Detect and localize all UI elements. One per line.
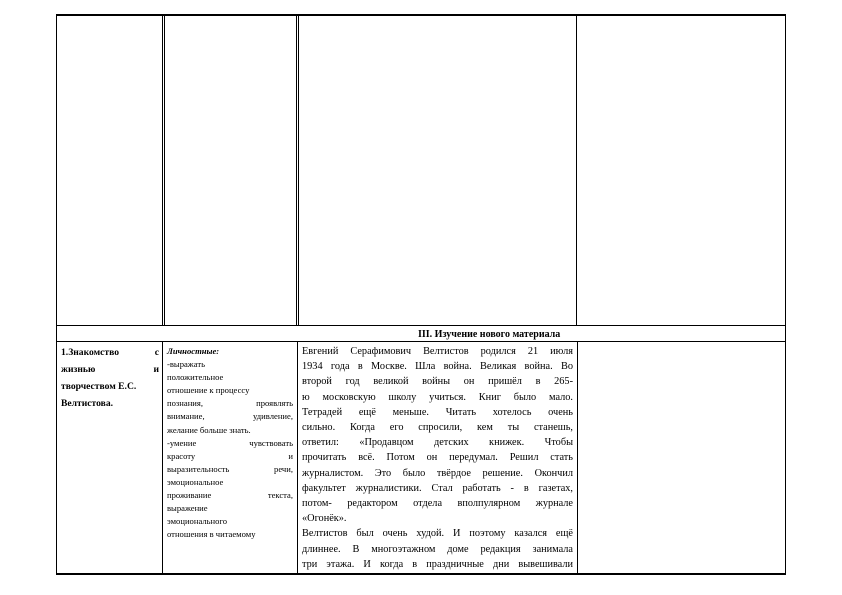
col-divider-1-upper: [162, 14, 163, 326]
outcome-line: желание больше знать.: [167, 424, 251, 435]
col-divider-1-lower: [162, 341, 163, 574]
stage-line: Велтистова.: [61, 398, 114, 409]
outcome-line: проживание текста,: [167, 490, 293, 501]
text-line: факультет журналистики. Стал работать - в газетах,: [302, 482, 573, 494]
outcome-line: -умение чувствовать: [167, 437, 293, 448]
outcome-line: отношение к процессу: [167, 385, 250, 396]
text-line: прочитать всё. Потом он передумал. Решил стать: [302, 452, 573, 464]
table-right-border: [785, 14, 786, 575]
text-line: второй год великой войны он пришёл в 265-: [302, 376, 573, 388]
outcome-line: красоту и: [167, 450, 293, 461]
outcome-line: внимание, удивление,: [167, 411, 293, 422]
col-divider-2-upper: [296, 14, 297, 326]
text-line: ю московскую школу учиться. Книг было мало.: [302, 391, 573, 403]
outcome-line: -выражать: [167, 359, 206, 370]
outcomes-heading: Личностные:: [167, 346, 220, 356]
outcome-line: выразительность речи,: [167, 463, 293, 474]
table-left-border: [56, 14, 57, 575]
text-line: потом- редактором отдела вполпулярном журнале: [302, 498, 573, 510]
stage-line: 1.Знакомство с: [61, 347, 159, 358]
text-line: три этажа. И когда в праздничные дни вывешивали: [302, 558, 573, 570]
row-divider-upper: [56, 325, 786, 326]
outcome-line: положительное: [167, 372, 224, 383]
stage-line: творчеством Е.С.: [61, 381, 137, 392]
stage-line: жизнью и: [61, 364, 159, 375]
text-line: Тетрадей ещё меньше. Читать хотелось очень: [302, 406, 573, 418]
table-bottom-border: [56, 573, 786, 575]
learning-outcomes-cell: [167, 345, 293, 541]
col-divider-2b-upper: [298, 14, 299, 326]
outcome-line: выражение: [167, 503, 208, 514]
outcome-line: эмоциональное: [167, 476, 224, 487]
text-line: Евгений Серафимович Велтистов родился 21 июля: [302, 346, 573, 357]
lesson-stage-cell: [61, 344, 159, 412]
text-line: «Огонёк».: [302, 513, 347, 525]
text-line: Велтистов был очень худой. И поэтому казался ещё: [302, 528, 573, 540]
text-line: 1934 года в Москве. Шла война. Великая война. Во: [302, 361, 573, 373]
outcome-line: отношения в читаемому: [167, 529, 256, 540]
outcome-line: познания, проявлять: [167, 398, 293, 409]
text-line: длиннее. В многоэтажном доме редакция занимала: [302, 543, 573, 555]
section-title: III. Изучение нового материала: [418, 329, 561, 340]
text-line: ответил: «Продавцом детских книжек. Чтобы: [302, 437, 573, 449]
col-divider-3-lower: [577, 341, 578, 574]
teacher-activity-cell: [302, 344, 573, 572]
col-divider-1b-upper: [164, 14, 165, 326]
text-line: журналистом. Это было твёрдое решение. Окончил: [302, 467, 573, 479]
table-top-border: [56, 14, 786, 16]
col-divider-2-lower: [297, 341, 298, 574]
row-divider-section: [56, 341, 786, 342]
text-line: сильно. Когда его спросили, кем ты станешь,: [302, 422, 573, 434]
outcome-line: эмоционального: [167, 516, 228, 527]
col-divider-3-upper: [576, 14, 577, 326]
